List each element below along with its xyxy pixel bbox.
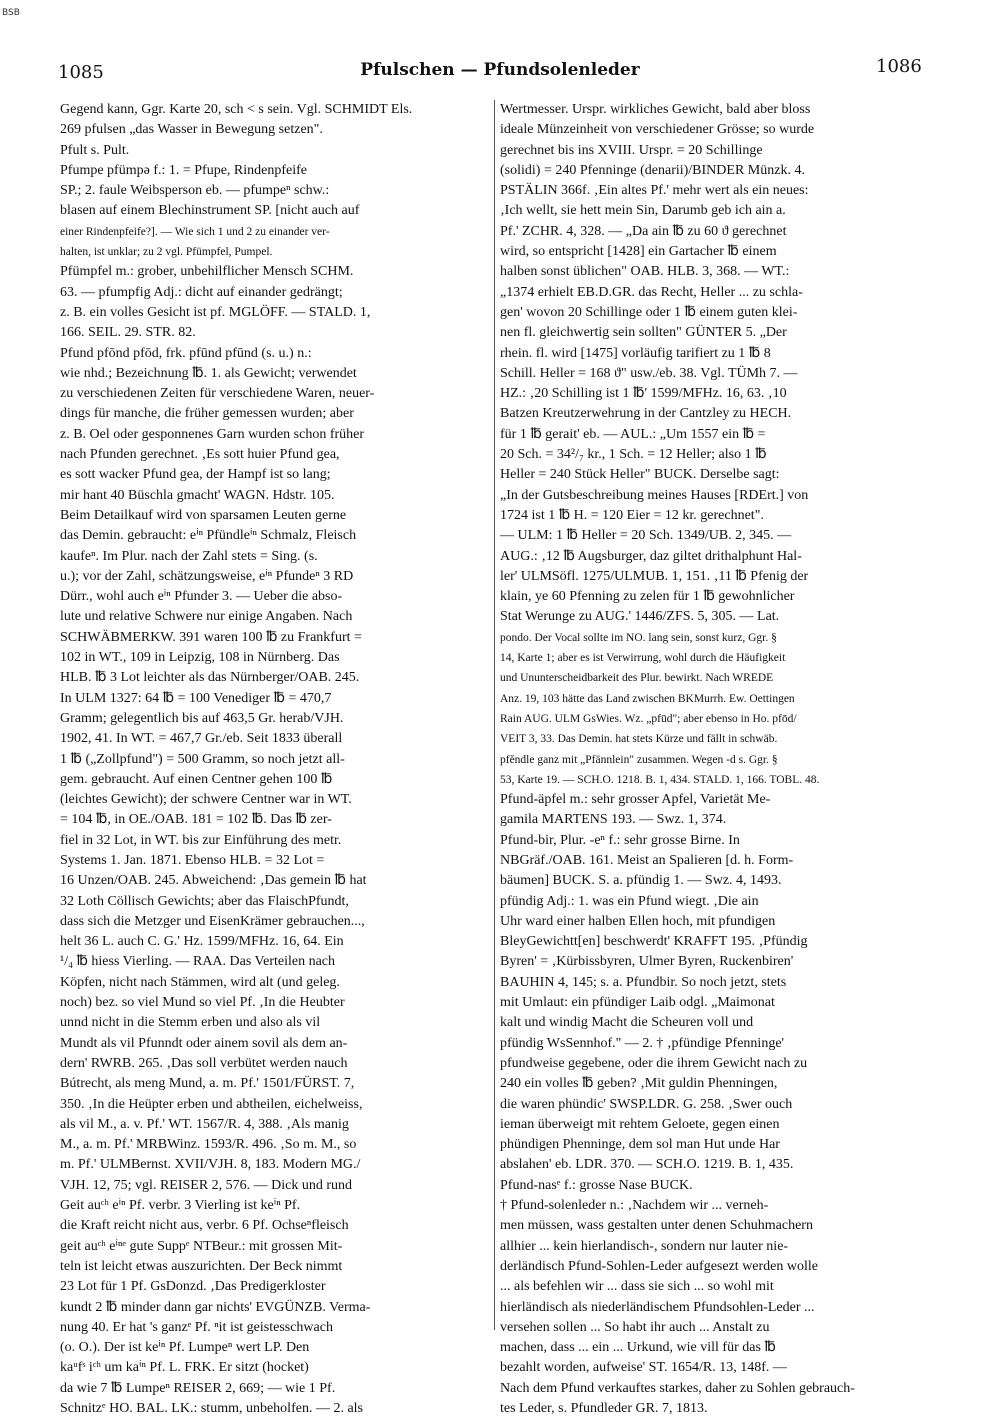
text-line: AUG.: ‚12 ℔ Augsburger, daz giltet drithalphunt Hal-	[500, 548, 802, 564]
text-line: Batzen Kreutzerwehrung in der Cantzley zu HECH.	[500, 406, 792, 422]
text-line: Wertmesser. Urspr. wirkliches Gewicht, bald aber bloss	[500, 102, 811, 117]
text-line: 23 Lot für 1 Pf. GsDonzd. ‚Das Predigerkloster	[60, 1279, 326, 1295]
text-line: ler' ULMSöfl. 1275/ULMUB. 1, 151. ‚11 ℔ Pfenig der	[500, 568, 809, 584]
text-line: teln ist leicht etwas auszurichten. Der Beck nimmt	[60, 1258, 343, 1274]
text-line: da wie 7 ℔ Lumpeⁿ REISER 2, 669; — wie 1 Pf.	[60, 1380, 336, 1396]
text-line: Geit auᶜʰ eⁱⁿ Pf. verbr. 3 Vierling ist keⁱⁿ Pf.	[60, 1198, 301, 1214]
text-line: HLB. ℔ 3 Lot leichter als das Nürnberger/OAB. 245.	[60, 670, 360, 686]
text-line: SP.; 2. faule Weibsperson eb. — pfumpeⁿ schw.:	[60, 183, 330, 199]
text-line: m. Pf.' ULMBernst. XVII/VJH. 8, 183. Modern MG./	[60, 1157, 361, 1173]
text-line: abslahen' eb. LDR. 370. — SCH.O. 1219. B. 1, 435.	[500, 1157, 794, 1173]
text-line: NBGräf./OAB. 161. Meist an Spalieren [d. h. Form-	[500, 852, 794, 868]
text-line: pfĕndle ganz mit „Pfännlein" zusammen. Wegen -d s. Ggr. §	[500, 753, 778, 766]
text-line: wie nhd.; Bezeichnung ℔. 1. als Gewicht; verwendet	[60, 365, 357, 381]
text-line: 1724 ist 1 ℔ H. = 120 Eier = 12 kr. gerechnet".	[500, 507, 764, 523]
text-line: gem. gebraucht. Auf einen Centner gehen 100 ℔	[60, 771, 333, 787]
text-line: gen' wovon 20 Schillinge oder 1 ℔ einem guten klei-	[500, 304, 798, 320]
text-line: Schnitzᵉ HO. BAL. LK.: stumm, unbeholfen. — 2. als	[60, 1401, 364, 1416]
text-line: 1 ℔ („Zollpfund") = 500 Gramm, so noch jetzt all-	[60, 751, 345, 767]
text-line: wird, so entspricht [1428] ein Gartacher ℔ einem	[500, 244, 777, 260]
running-head: Pfulschen — Pfundsolenleder	[360, 60, 640, 80]
text-line: Anz. 19, 103 hätte das Land zwischen BKMurrh. Ew. Oettingen	[500, 692, 795, 705]
text-line: 1902, 41. In WT. = 467,7 Gr./eb. Seit 1833 überall	[60, 731, 343, 747]
text-line: gamila MARTENS 193. — Swz. 1, 374.	[500, 812, 727, 828]
text-line: Heller = 240 Stück Heller" BUCK. Derselbe sagt:	[500, 467, 780, 483]
text-line: 14, Karte 1; aber es ist Verwirrung, wohl durch die Häufigkeit	[500, 652, 786, 665]
text-line: „1374 erhielt EB.D.GR. das Recht, Heller ... zu schla-	[500, 284, 803, 300]
text-line: ¹/₄ ℔ hiess Vierling. — RAA. Das Verteilen nach	[60, 954, 336, 970]
text-line: nach Pfunden gerechnet. ‚Es sott huier Pfund gea,	[60, 447, 340, 463]
text-line: Rain AUG. ULM GsWies. Wz. „pfūd"; aber ebenso in Ho. pfōd/	[500, 712, 797, 725]
text-line: 102 in WT., 109 in Leipzig, 108 in Nürnberg. Das	[60, 650, 340, 666]
text-line: Pfult s. Pult.	[60, 142, 130, 158]
text-line: Dürr., wohl auch eⁱⁿ Pfunder 3. — Ueber die abso-	[60, 589, 343, 605]
text-line: mit Umlaut: ein pfündiger Laib odgl. „Maimonat	[500, 995, 775, 1011]
left-column	[60, 100, 488, 1419]
text-line: phündigen Phenninge, dem sol man Hut unde Har	[500, 1137, 780, 1153]
text-line: hierländisch als niederländischem Pfundsohlen-Leder ...	[500, 1299, 815, 1315]
text-line: derländisch Pfund-Sohlen-Leder aufgesezt werden wolle	[500, 1258, 818, 1274]
text-line: Köpfen, nicht nach Stämmen, wird alt (und geleg.	[60, 974, 340, 990]
text-line: lute und relative Schwere nur einige Angaben. Nach	[60, 609, 353, 625]
text-line: ... als befehlen wir ... dass sie sich ... so wohl mit	[500, 1279, 774, 1295]
text-line: versehen sollen ... So habt ihr auch ... Anstalt zu	[500, 1319, 770, 1335]
text-line: es sott wacker Pfund gea, der Hampf ist so lang;	[60, 467, 331, 483]
text-line: als vil M., a. v. Pf.' WT. 1567/R. 4, 388. ‚Als manig	[60, 1116, 349, 1132]
text-line: Pf.' ZCHR. 4, 328. — „Da ain ℔ zu 60 ϑ gerechnet	[500, 223, 787, 239]
text-line: allhier ... kein hierlandisch-, sondern nur lauter nie-	[500, 1238, 789, 1254]
text-line: rhein. fl. wird [1475] vorläufig tarifiert zu 1 ℔ 8	[500, 345, 771, 361]
text-line: dern' RWRB. 265. ‚Das soll verbütet werden nauch	[60, 1055, 348, 1071]
text-line: Pfümpfel m.: grober, unbehilflicher Mensch SCHM.	[60, 264, 354, 280]
text-line: 32 Loth Cöllisch Gewichts; aber das FlaischPfundt,	[60, 893, 349, 909]
text-line: Bútrecht, als meng Mund, a. m. Pf.' 1501/FÜRST. 7,	[60, 1076, 355, 1092]
text-line: In ULM 1327: 64 ℔ = 100 Venediger ℔ = 470,7	[60, 690, 332, 706]
text-line: Byren' = ‚Kürbissbyren, Ulmer Byren, Ruckenbiren'	[500, 954, 794, 970]
text-line: und Ununterscheidbarkeit des Plur. bewirkt. Nach WREDE	[500, 672, 774, 685]
text-line: „In der Gutsbeschreibung meines Hauses [RDErt.] von	[500, 487, 809, 503]
text-line: Systems 1. Jan. 1871. Ebenso HLB. = 32 Lot =	[60, 852, 325, 868]
text-line: tes Leder, s. Pfundleder GR. 7, 1813.	[500, 1401, 708, 1416]
text-line: Nach dem Pfund verkauftes starkes, daher zu Sohlen gebrauch-	[500, 1380, 855, 1396]
text-line: geit auᶜʰ eⁱⁿᵉ gute Suppᵉ NTBeur.: mit grossen Mit-	[60, 1238, 343, 1254]
text-line: (solidi) = 240 Pfenninge (denarii)/BINDER Münzk. 4.	[500, 162, 805, 178]
text-line: nen fl. gleichwertig sein sollten" GÜNTER 5. „Der	[500, 325, 787, 341]
text-line: Gramm; gelegentlich bis auf 463,5 Gr. herab/VJH.	[60, 710, 344, 726]
text-line: Pfund-bir, Plur. -eⁿ f.: sehr grosse Birne. In	[500, 832, 740, 848]
text-line: pondo. Der Vocal sollte im NO. lang sein, sonst kurz, Ggr. §	[500, 631, 777, 644]
text-line: 269 pfulsen „das Wasser in Bewegung setzen".	[60, 122, 323, 138]
text-line: 350. ‚In die Heüpter erben und abtheilen, eichelweiss,	[60, 1096, 363, 1112]
text-line: — ULM: 1 ℔ Heller = 20 Sch. 1349/UB. 2, 345. —	[500, 528, 792, 544]
text-line: (o. O.). Der ist keⁱⁿ Pf. Lumpeⁿ wert LP. Den	[60, 1340, 310, 1356]
text-line: dings für manche, die früher gemessen wurden; aber	[60, 406, 354, 422]
text-line: nung 40. Er hat 's ganzᵉ Pf. ⁿit ist geistesschwach	[60, 1319, 333, 1335]
text-line: ideale Münzeinheit von verschiedener Grösse; so wurde	[500, 122, 815, 138]
text-line: blasen auf einem Blechinstrument SP. [nicht auch auf	[60, 203, 360, 219]
text-line: bäumen] BUCK. S. a. pfündig 1. — Swz. 4, 1493.	[500, 873, 782, 889]
text-line: 20 Sch. = 34²/₇ kr., 1 Sch. = 12 Heller; also 1 ℔	[500, 447, 767, 463]
text-line: pfundweise gegebene, oder die ihrem Gewicht nach zu	[500, 1055, 808, 1071]
text-line: VEIT 3, 33. Das Demin. hat stets Kürze und fällt in schwäb.	[500, 733, 778, 746]
text-line: noch) bez. so viel Mund so viel Pf. ‚In die Heubter	[60, 995, 345, 1011]
text-line: bezahlt worden, aufweise' ST. 1654/R. 13, 148f. —	[500, 1360, 787, 1376]
text-line: unnd nicht in die Stemm erben und also als vil	[60, 1015, 321, 1031]
library-mark: BSB	[2, 8, 20, 18]
page-number-left: 1085	[58, 62, 104, 83]
column-divider	[494, 100, 495, 1330]
text-line: PSTÄLIN 366f. ‚Ein altes Pf.' mehr wert als ein neues:	[500, 183, 809, 199]
text-line: kaᵘfˢ iᶜʰ um kaⁱⁿ Pf. L. FRK. Er sitzt (hocket)	[60, 1360, 309, 1376]
text-line: einer Rindenpfeife?]. — Wie sich 1 und 2 zu einander ver-	[60, 225, 330, 238]
text-line: 53, Karte 19. — SCH.O. 1218. B. 1, 434. STALD. 1, 166. TOBL. 48.	[500, 773, 820, 786]
text-line: BAUHIN 4, 145; s. a. Pfundbir. So noch jetzt, stets	[500, 974, 787, 990]
text-line: SCHWÄBMERKW. 391 waren 100 ℔ zu Frankfurt =	[60, 629, 362, 645]
text-line: M., a. m. Pf.' MRBWinz. 1593/R. 496. ‚So m. M., so	[60, 1137, 357, 1153]
text-line: 63. — pfumpfig Adj.: dicht auf einander gedrängt;	[60, 284, 343, 300]
text-line: BleyGewichtt[en] beschwerdt' KRAFFT 195. ‚Pfündig	[500, 934, 808, 950]
text-line: Uhr ward einer halben Ellen hoch, mit pfundigen	[500, 913, 776, 929]
text-line: = 104 ℔, in OE./OAB. 181 = 102 ℔. Das ℔ zer-	[60, 812, 332, 828]
text-line: die waren phündic' SWSP.LDR. G. 258. ‚Swer ouch	[500, 1096, 793, 1112]
text-line: 240 ein volles ℔ geben? ‚Mit guldin Phenningen,	[500, 1076, 778, 1092]
text-line: Beim Detailkauf wird von sparsamen Leuten gerne	[60, 507, 347, 523]
text-line: 166. SEIL. 29. STR. 82.	[60, 325, 196, 341]
text-line: helt 36 L. auch C. G.' Hz. 1599/MFHz. 16, 64. Ein	[60, 934, 344, 950]
text-line: ‚Ich wellt, sie hett mein Sin, Darumb geb ich ain a.	[500, 203, 786, 219]
text-line: VJH. 12, 75; vgl. REISER 2, 576. — Dick und rund	[60, 1177, 353, 1193]
text-line: z. B. ein volles Gesicht ist pf. MGLÖFF. — STALD. 1,	[60, 304, 371, 320]
text-line: 16 Unzen/OAB. 245. Abweichend: ‚Das gemein ℔ hat	[60, 873, 367, 889]
text-line: halben sonst üblichen" OAB. HLB. 3, 368. — WT.:	[500, 264, 790, 280]
text-line: Stat Werunge zu AUG.' 1446/ZFS. 5, 305. — Lat.	[500, 609, 780, 625]
text-line: men müssen, wass gestalten unter denen Schuhmachern	[500, 1218, 813, 1234]
text-line: zu verschiedenen Zeiten für verschiedene Waren, neuer-	[60, 386, 375, 402]
text-line: Mundt als vil Pfunndt oder ainem sovil als dem an-	[60, 1035, 348, 1051]
text-line: u.); vor der Zahl, schätzungsweise, eⁱⁿ Pfundeⁿ 3 RD	[60, 568, 354, 584]
text-line: Schill. Heller = 168 ϑ" usw./eb. 38. Vgl. TÜMh 7. —	[500, 365, 798, 381]
text-line: z. B. Oel oder gesponnenes Garn wurden schon früher	[60, 426, 365, 442]
text-line: kalt und windig Macht die Scheuren voll und	[500, 1015, 754, 1031]
text-line: pfündig WsSennhof." — 2. † ‚pfündige Pfenninge'	[500, 1035, 785, 1051]
text-line: halten, ist unklar; zu 2 vgl. Pfümpfel, Pumpel.	[60, 246, 273, 259]
text-line: ieman überweigt mit rehtem Geloete, gegen einen	[500, 1116, 780, 1132]
page-number-right: 1086	[876, 56, 922, 77]
text-line: dass sich die Metzger und EisenKrämer gebrauchen...,	[60, 913, 365, 929]
text-line: (leichtes Gewicht); der schwere Centner war in WT.	[60, 792, 352, 808]
text-line: † Pfund-solenleder n.: ‚Nachdem wir ... verneh-	[500, 1198, 769, 1214]
text-line: gerechnet bis ins XVIII. Urspr. = 20 Schillinge	[500, 142, 763, 158]
text-line: machen, dass ... ein ... Urkund, wie vill für das ℔	[500, 1340, 776, 1356]
text-line: Gegend kann, Ggr. Karte 20, sch < s sein. Vgl. SCHMIDT Els.	[60, 102, 413, 117]
text-line: Pfund-äpfel m.: sehr grosser Apfel, Varietät Me-	[500, 792, 771, 808]
text-line: kaufeⁿ. Im Plur. nach der Zahl stets = Sing. (s.	[60, 548, 318, 564]
right-column	[500, 100, 912, 1419]
text-line: das Demin. gebraucht: eⁱⁿ Pfündleⁱⁿ Schmalz, Fleisch	[60, 528, 357, 544]
text-line: mir hant 40 Büschla gmacht' WAGN. Hdstr. 105.	[60, 487, 335, 503]
text-line: HZ.: ‚20 Schilling ist 1 ℔' 1599/MFHz. 16, 63. ‚10	[500, 386, 787, 402]
text-line: Pfund-nasᵉ f.: grosse Nase BUCK.	[500, 1177, 693, 1193]
text-line: klain, ye 60 Pfenning zu zelen für 1 ℔ gewohnlicher	[500, 589, 795, 605]
text-line: pfündig Adj.: 1. was ein Pfund wiegt. ‚Die ain	[500, 893, 759, 909]
text-line: kundt 2 ℔ minder dann gar nichts' EVGÜNZB. Verma-	[60, 1299, 371, 1315]
text-line: fiel in 32 Lot, in WT. bis zur Einführung des metr.	[60, 832, 342, 848]
text-line: für 1 ℔ gerait' eb. — AUL.: „Um 1557 ein ℔ =	[500, 426, 766, 442]
text-line: Pfumpe pfümpə f.: 1. = Pfupe, Rindenpfeife	[60, 162, 308, 178]
text-line: die Kraft reicht nicht aus, verbr. 6 Pf. Ochseⁿfleisch	[60, 1218, 349, 1234]
text-line: Pfund pfōnd pfōd, frk. pfūnd pfūnd (s. u.) n.:	[60, 345, 312, 361]
